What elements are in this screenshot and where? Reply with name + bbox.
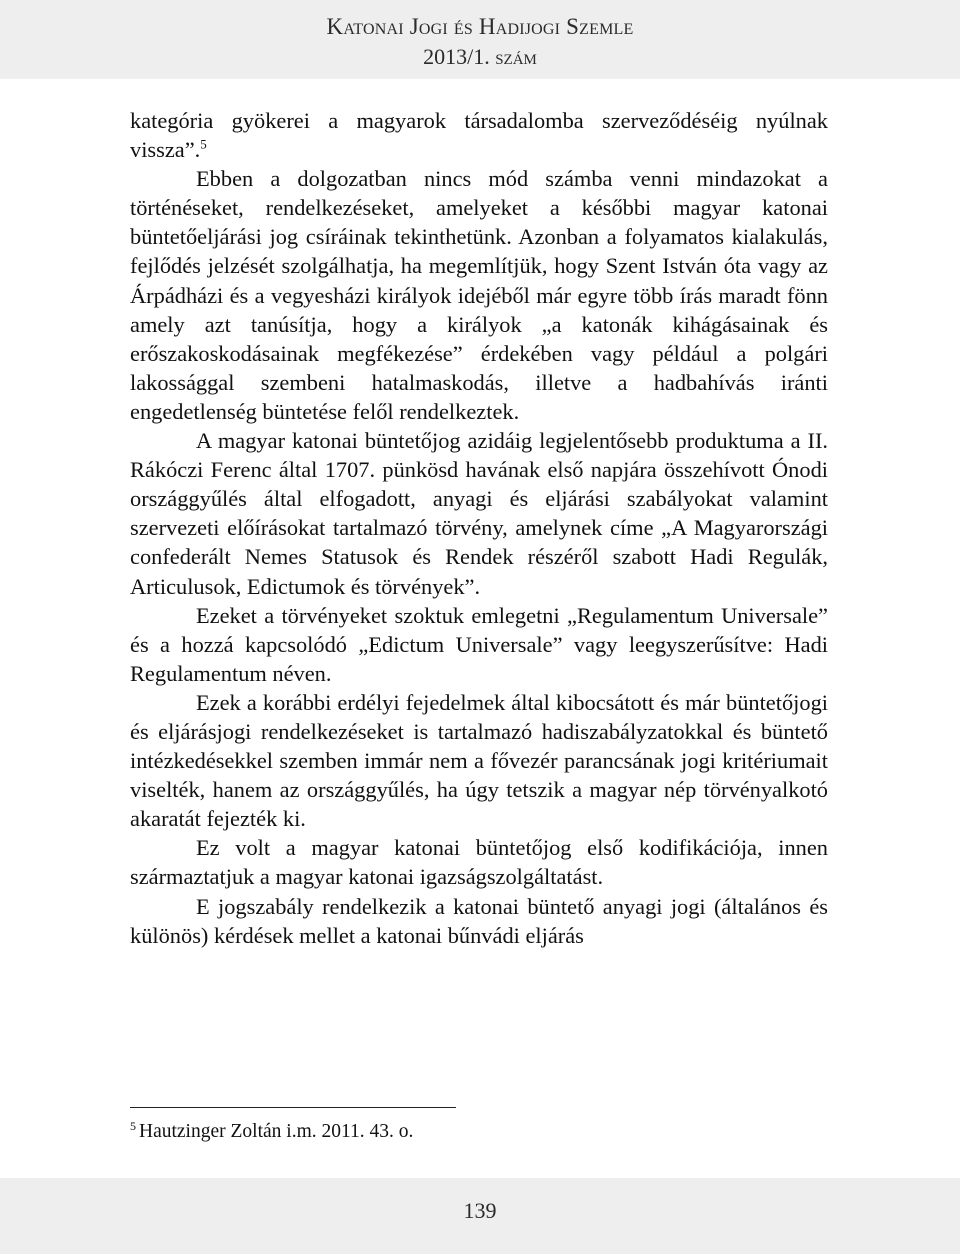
footnote-text: Hautzinger Zoltán i.m. 2011. 43. o. [139, 1121, 414, 1142]
paragraph: Ezek a korábbi erdélyi fejedelmek által kibocsátott és már büntetőjogi és eljárásjogi rendelkezéseket is tartalmazó hadiszabályzatokkal és büntető intézkedésekkel szemben immár nem a fővezér parancsának jogi kritériumait viselték, hanem az országgyűlés, ha úgy tetszik a magyar nép törvényalkotó akaratát fejezték ki. [130, 689, 828, 832]
journal-title: Katonai Jogi és Hadijogi Szemle [326, 14, 634, 39]
paragraph-text: kategória gyökerei a magyarok társadalomba szerveződéséig nyúlnak vissza”. [130, 108, 828, 163]
page-number: 139 [463, 1198, 497, 1223]
page-footer [0, 1178, 960, 1254]
running-header [0, 0, 960, 79]
paragraph: Ez volt a magyar katonai büntetőjog első kodifikációja, innen származtatjuk a magyar katonai igazságszolgáltatást. [130, 835, 828, 890]
paragraph: E jogszabály rendelkezik a katonai büntető anyagi jogi (általános és különös) kérdések mellet a katonai bűnvádi eljárás [130, 893, 828, 948]
footnote [130, 1118, 828, 1146]
footnote-reference[interactable]: 5 [200, 136, 207, 152]
paragraph-continuation [130, 106, 828, 164]
body-text [130, 106, 828, 950]
footnote-mark: 5 [130, 1118, 136, 1133]
paragraph: A magyar katonai büntetőjog azidáig legjelentősebb produktuma a II. Rákóczi Ferenc által 1707. pünkösd havának első napjára összehívott Ónodi országgyűlés által elfogadott, anyagi és eljárási szabályokat valamint szervezeti előírásokat tartalmazó törvény, amelynek címe „A Magyarországi confederált Nemes Statusok és Rendek részéről szabott Hadi Regulák, Articulusok, Edictumok és törvények”. [130, 428, 828, 599]
issue-label: 2013/1. szám [423, 44, 537, 69]
paragraph: Ebben a dolgozatban nincs mód számba venni mindazokat a történéseket, rendelkezéseket, amelyeket a későbbi magyar katonai büntetőeljárási jog csíráinak tekinthetünk. Azonban a folyamatos kialakulás, fejlődés jelzését szolgálhatja, ha megemlítjük, hogy Szent István óta vagy az Árpádházi és a vegyesházi királyok idejéből már egyre több írás maradt fönn amely azt tanúsítja, hogy a királyok „a katonák kihágásainak és erőszakoskodásainak megfékezése” érdekében vagy például a polgári lakossággal szembeni hatalmaskodás, illetve a hadbahívás iránti engedetlenség büntetése felől rendelkeztek. [130, 166, 828, 424]
paragraph: Ezeket a törvényeket szoktuk emlegetni „Regulamentum Universale” és a hozzá kapcsolódó „Edictum Universale” vagy leegyszerűsítve: Hadi Regulamentum néven. [130, 602, 828, 686]
footnote-divider [130, 1107, 456, 1108]
